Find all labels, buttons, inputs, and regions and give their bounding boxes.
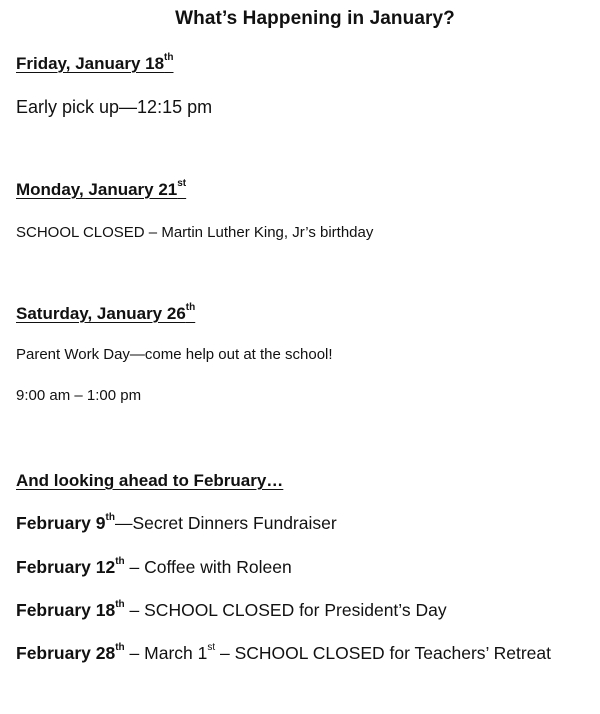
february-item-text: – March 1 bbox=[124, 643, 208, 663]
event-detail: Parent Work Day—come help out at the school! bbox=[16, 346, 333, 363]
event-heading-jan-21 bbox=[16, 180, 186, 200]
date-suffix: st bbox=[177, 178, 187, 190]
event-date: Monday, January 21 bbox=[16, 180, 178, 199]
event-heading-jan-26 bbox=[16, 304, 195, 324]
february-item-text: —Secret Dinners Fundraiser bbox=[114, 513, 337, 533]
february-item bbox=[16, 600, 447, 621]
event-detail: Early pick up—12:15 pm bbox=[16, 97, 213, 117]
date-suffix: st bbox=[207, 642, 216, 654]
february-item-text: – SCHOOL CLOSED for Teachers’ Retreat bbox=[215, 643, 552, 663]
february-item-date: February 9 bbox=[16, 513, 106, 533]
date-suffix: th bbox=[115, 556, 125, 568]
event-heading-jan-18 bbox=[16, 54, 174, 74]
february-item bbox=[16, 513, 337, 534]
february-item-text: – SCHOOL CLOSED for President’s Day bbox=[124, 600, 447, 620]
event-detail: SCHOOL CLOSED – Martin Luther King, Jr’s birthday bbox=[16, 224, 374, 241]
event-date: Saturday, January 26 bbox=[16, 304, 186, 323]
date-suffix: th bbox=[105, 512, 115, 524]
february-item-date: February 18 bbox=[16, 600, 116, 620]
february-item-date: February 12 bbox=[16, 557, 116, 577]
event-detail-time: 9:00 am – 1:00 pm bbox=[16, 387, 142, 404]
date-suffix: th bbox=[164, 52, 174, 64]
february-item-text: – Coffee with Roleen bbox=[124, 557, 292, 577]
february-item bbox=[16, 557, 292, 578]
date-suffix: th bbox=[115, 642, 125, 654]
february-heading: And looking ahead to February… bbox=[16, 471, 284, 490]
date-suffix: th bbox=[185, 302, 196, 314]
february-item-date: February 28 bbox=[16, 643, 116, 663]
event-date: Friday, January 18 bbox=[16, 54, 165, 73]
page-title: What’s Happening in January? bbox=[175, 8, 455, 29]
february-item bbox=[16, 643, 551, 664]
date-suffix: th bbox=[115, 599, 125, 611]
